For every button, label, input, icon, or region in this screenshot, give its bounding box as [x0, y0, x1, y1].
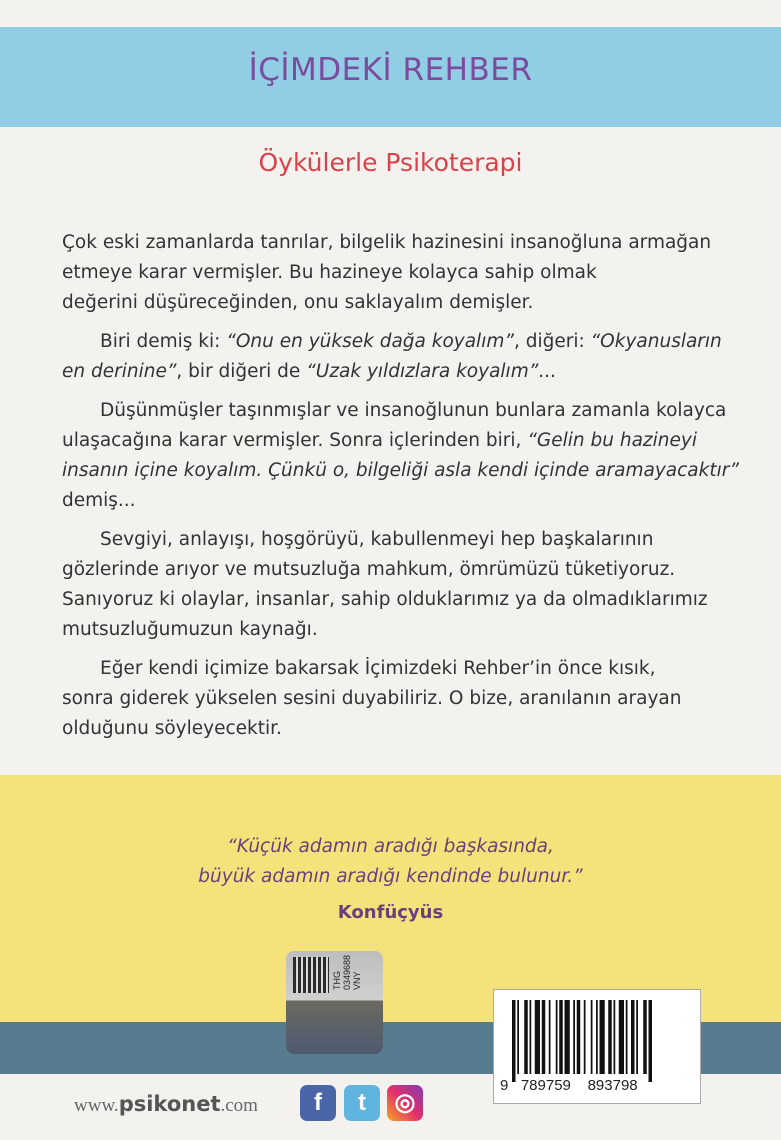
isbn-number: 9 789759 893798 [500, 1077, 638, 1094]
barcode-bar [649, 1000, 653, 1082]
sticker-code: THG 0349688 VNY [332, 955, 362, 991]
text-line [62, 258, 742, 288]
barcode-bar [577, 1000, 581, 1074]
barcode-bar [626, 1000, 628, 1074]
book-title: İÇİMDEKİ REHBER [248, 52, 533, 88]
text-segment: mutsuzluğumuzun kaynağı. [62, 619, 318, 640]
text-line [62, 714, 742, 744]
barcode-bar [549, 1000, 551, 1074]
barcode-bar [573, 1000, 575, 1074]
facebook-icon[interactable]: f [300, 1085, 336, 1121]
text-segment: “Uzak yıldızlara koyalım” [306, 361, 539, 382]
barcode-bar [535, 1000, 540, 1074]
qr-code-icon [293, 957, 329, 993]
text-segment: değerini düşüreceğinden, onu saklayalım demişler. [62, 292, 534, 313]
text-segment: “Okyanusların [590, 331, 722, 352]
text-line [62, 615, 742, 645]
paragraph [62, 327, 742, 387]
text-line [62, 228, 742, 258]
text-line [62, 486, 742, 516]
text-segment: , bir diğeri de [176, 361, 307, 382]
quote-band [0, 775, 781, 1023]
instagram-icon[interactable]: ◎ [387, 1085, 423, 1121]
barcode-bar [636, 1000, 638, 1074]
isbn-barcode [493, 989, 701, 1104]
barcode-bar [631, 1000, 635, 1074]
hologram-sticker [286, 951, 383, 1054]
text-segment: Eğer kendi içimize bakarsak İçimizdeki Rehber’in önce kısık, [100, 658, 656, 679]
barcode-bar [512, 1000, 516, 1082]
text-segment: demiş... [62, 490, 136, 511]
quote-line: “Küçük adamın aradığı başkasında, [227, 836, 554, 857]
text-line [62, 654, 742, 684]
text-segment: Düşünmüşler taşınmışlar ve insanoğlunun bunlara zamanla kolayca [100, 400, 727, 421]
barcode-bar [559, 1000, 563, 1074]
twitter-icon[interactable]: t [344, 1085, 380, 1121]
barcode-bar [524, 1000, 528, 1074]
text-segment: Çok eski zamanlarda tanrılar, bilgelik hazinesini insanoğluna armağan [62, 232, 712, 253]
quote-line: büyük adamın aradığı kendinde bulunur.” [198, 866, 583, 887]
quote [0, 832, 781, 892]
paragraph [62, 396, 742, 516]
text-line [62, 456, 742, 486]
text-segment: Sanıyoruz ki olaylar, insanlar, sahip olduklarımız ya da olmadıklarımız [62, 589, 708, 610]
barcode-bars [512, 1000, 688, 1082]
barcode-bar [608, 1000, 612, 1074]
barcode-bar [530, 1000, 532, 1074]
barcode-bar [556, 1000, 558, 1074]
text-segment: gözlerinde arıyor ve mutsuzluğa mahkum, ömrümüzü tüketiyoruz. [62, 559, 676, 580]
barcode-bar [596, 1000, 598, 1074]
text-segment: etmeye karar vermişler. Bu hazineye kolayca sahip olmak [62, 262, 597, 283]
barcode-bar [591, 1000, 593, 1074]
quote-author: Konfüçyüs [337, 902, 444, 923]
barcode-bar [614, 1000, 616, 1074]
website-link[interactable]: www.psikonet.com [74, 1092, 258, 1116]
text-segment: , diğeri: [513, 331, 591, 352]
text-segment: insanın içine koyalım. Çünkü o, bilgeliği asla kendi içinde aramayacaktır” [62, 460, 739, 481]
paragraph [62, 228, 742, 318]
book-subtitle: Öykülerle Psikoterapi [258, 148, 523, 177]
text-line [62, 555, 742, 585]
text-line [62, 396, 742, 426]
text-line [62, 327, 742, 357]
text-segment: olduğunu söyleyecektir. [62, 718, 282, 739]
barcode-bar [619, 1000, 624, 1074]
text-segment: ... [538, 361, 556, 382]
text-line [62, 585, 742, 615]
barcode-bar [643, 1000, 647, 1074]
text-segment: “Onu en yüksek dağa koyalım” [226, 331, 514, 352]
text-segment: ulaşacağına karar vermişler. Sonra içlerinden biri, [62, 430, 528, 451]
text-segment: sonra giderek yükselen sesini duyabiliriz. O bize, aranılanın arayan [62, 688, 682, 709]
paragraph [62, 654, 742, 744]
text-line [62, 426, 742, 456]
barcode-bar [542, 1000, 546, 1074]
text-line [62, 357, 742, 387]
text-segment: Biri demiş ki: [100, 331, 227, 352]
barcode-bar [600, 1000, 605, 1074]
barcode-bar [517, 1000, 519, 1074]
paragraph [62, 525, 742, 645]
blurb-text [62, 228, 742, 753]
text-line [62, 684, 742, 714]
text-line [62, 288, 742, 318]
text-segment: Sevgiyi, anlayışı, hoşgörüyü, kabullenmeyi hep başkalarının [100, 529, 654, 550]
text-line [62, 525, 742, 555]
barcode-bar [584, 1000, 586, 1074]
barcode-bar [565, 1000, 570, 1074]
text-segment: “Gelin bu hazineyi [527, 430, 697, 451]
text-segment: en derinine” [62, 361, 177, 382]
